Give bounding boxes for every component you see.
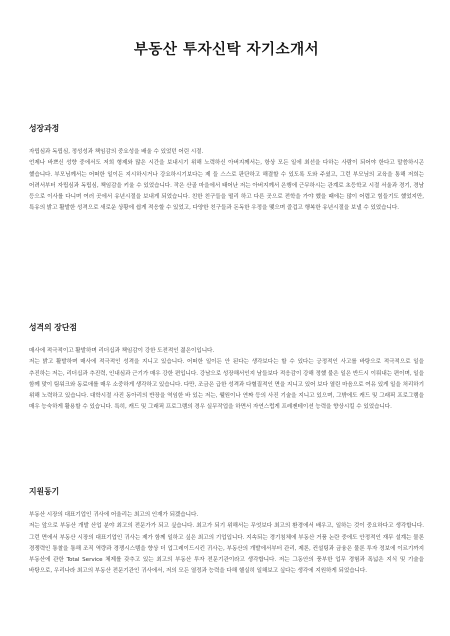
section-body-motivation: [29, 510, 424, 578]
paragraph-summary: 부동산 시장의 대표기업인 귀사에 어울리는 최고의 인재가 되겠습니다.: [29, 512, 199, 518]
paragraph-summary: 자립심과 독립심, 정성성과 책임감의 중요성을 배울 수 있었던 어린 시절.: [29, 149, 204, 155]
section-growth: [29, 124, 424, 215]
section-heading-motivation: 지원동기: [29, 487, 60, 496]
section-personality: [29, 323, 424, 414]
section-body-personality: [29, 346, 424, 414]
paragraph-body: 저는 앞으로 부동산 개발 산업 분야 최고의 전문가가 되고 싶습니다. 최고가 되기 위해서는 무엇보다 최고의 환경에서 배우고, 일하는 것이 중요하다고 생각합니다. 그런 면에서 부동산 시장의 대표기업인 귀사는 제가 함께 일하고 싶은 최고의 기업입니다. 지속되는 경기침체에 부동산 거품 논란 중에도 안정적인 재무 설계는 물론 경쟁력인 통찰을 통해 조직 역량과 경쟁시스템을 향상 더 업그레이드시킨 귀사는, 부동산의 개발에서부터 관리, 제론, 컨설팅과 금융은 물론 투자 정보에 이르기까지 부동산에 관한 Total Service 체제를 갖추고 있는 최고의 부동산 투자 전문기관이라고 생각합니다. 저는 그동안의 풍부한 업무 경험과 폭넓은 지식 및 기술을 바탕으로, 우리나라 최고의 부동산 전문기관인 귀사에서, 저의 모든 열정과 능력을 다해 헬실히 일해보고 싶다는 생각에 지원하게 되었습니다.: [29, 523, 424, 575]
document-title: 부동산 투자신탁 자기소개서: [133, 42, 320, 58]
section-heading-growth: 성장과정: [29, 124, 60, 133]
paragraph-summary: 매사에 적극적이고 활발하며 리더십과 책임감이 강한 도전적인 젊은이입니다.: [29, 348, 215, 354]
paragraph-body: 언제나 바쁘신 성향 중에서도 저희 형제와 많은 시간을 보내시기 위해 노력하신 아버지께서는, 항상 모든 일에 최선을 다하는 사람이 되어야 한다고 말씀하시곤 했습니다. 부모님께서는 어떠한 일이든 지시하시거나 강요하시기보다는 제 들 스스로 판단하고 해결할 수 있도록 도와 주셨고, 그런 부모님의 교육을 통해 저희는 어려서부터 자립심과 독립심, 책임감을 키울 수 있었습니다. 작은 산골 마을에서 태어난 저는 아버지께서 은행에 근무하시는 관계로 초등학교 시절 서울과 경기, 경남 등으로 이사를 다니며 여러 곳에서 유년시절을 보내게 되었습니다. 친한 친구들을 떨리 하고 다른 곳으로 전학을 가야 했을 때에는 많이 어렵고 힘들기도 했었지만, 특유의 밝고 활발한 성격으로 새로운 상황에 쉽게 적응할 수 있었고, 다양한 친구들과 돈독한 우정을 맺으며 즐겁고 행복한 유년시절을 보낼 수 있었습니다.: [29, 160, 424, 212]
section-motivation: [29, 487, 424, 578]
section-body-growth: [29, 147, 424, 215]
paragraph-body: 저는 밝고 활발하며 매사에 적극적인 성격을 지니고 있습니다. 어떠한 일이든 안 된다는 생각보다는 할 수 있다는 긍정적인 사고를 바탕으로 적극적으로 일을 추진하는 저는, 리더십과 추진력, 인내심과 근기가 매우 강한 편입니다. 강남으로 성장해서인지 남들보다 적응감이 강해 정했 불은 일은 반드시 이뤄내는 편이며, 일을 함께 맞이 팀워크와 동료애를 매우 소중하게 생각하고 있습니다. 다만, 조금은 급한 성격과 다혈질적인 면을 지니고 있어 보다 열린 마음으로 여유 있게 일을 처리하기 위해 노력하고 있습니다. 대학시절 사진 동아리의 반장을 역임한 바 있는 저는, 웰원이나 연짜 등의 사진 기술을 지니고 있으며, 그밖에도 캐드 및 그래픽 프로그램을 매우 능숙하게 활용할 수 있습니다. 특히, 캐드 및 그래픽 프로그램의 경우 실무작업을 하면서 자연스럽게 프레젠테이션 능력을 향상시킬 수 있었습니다.: [29, 359, 425, 411]
section-heading-personality: 성격의 장단점: [29, 323, 77, 332]
